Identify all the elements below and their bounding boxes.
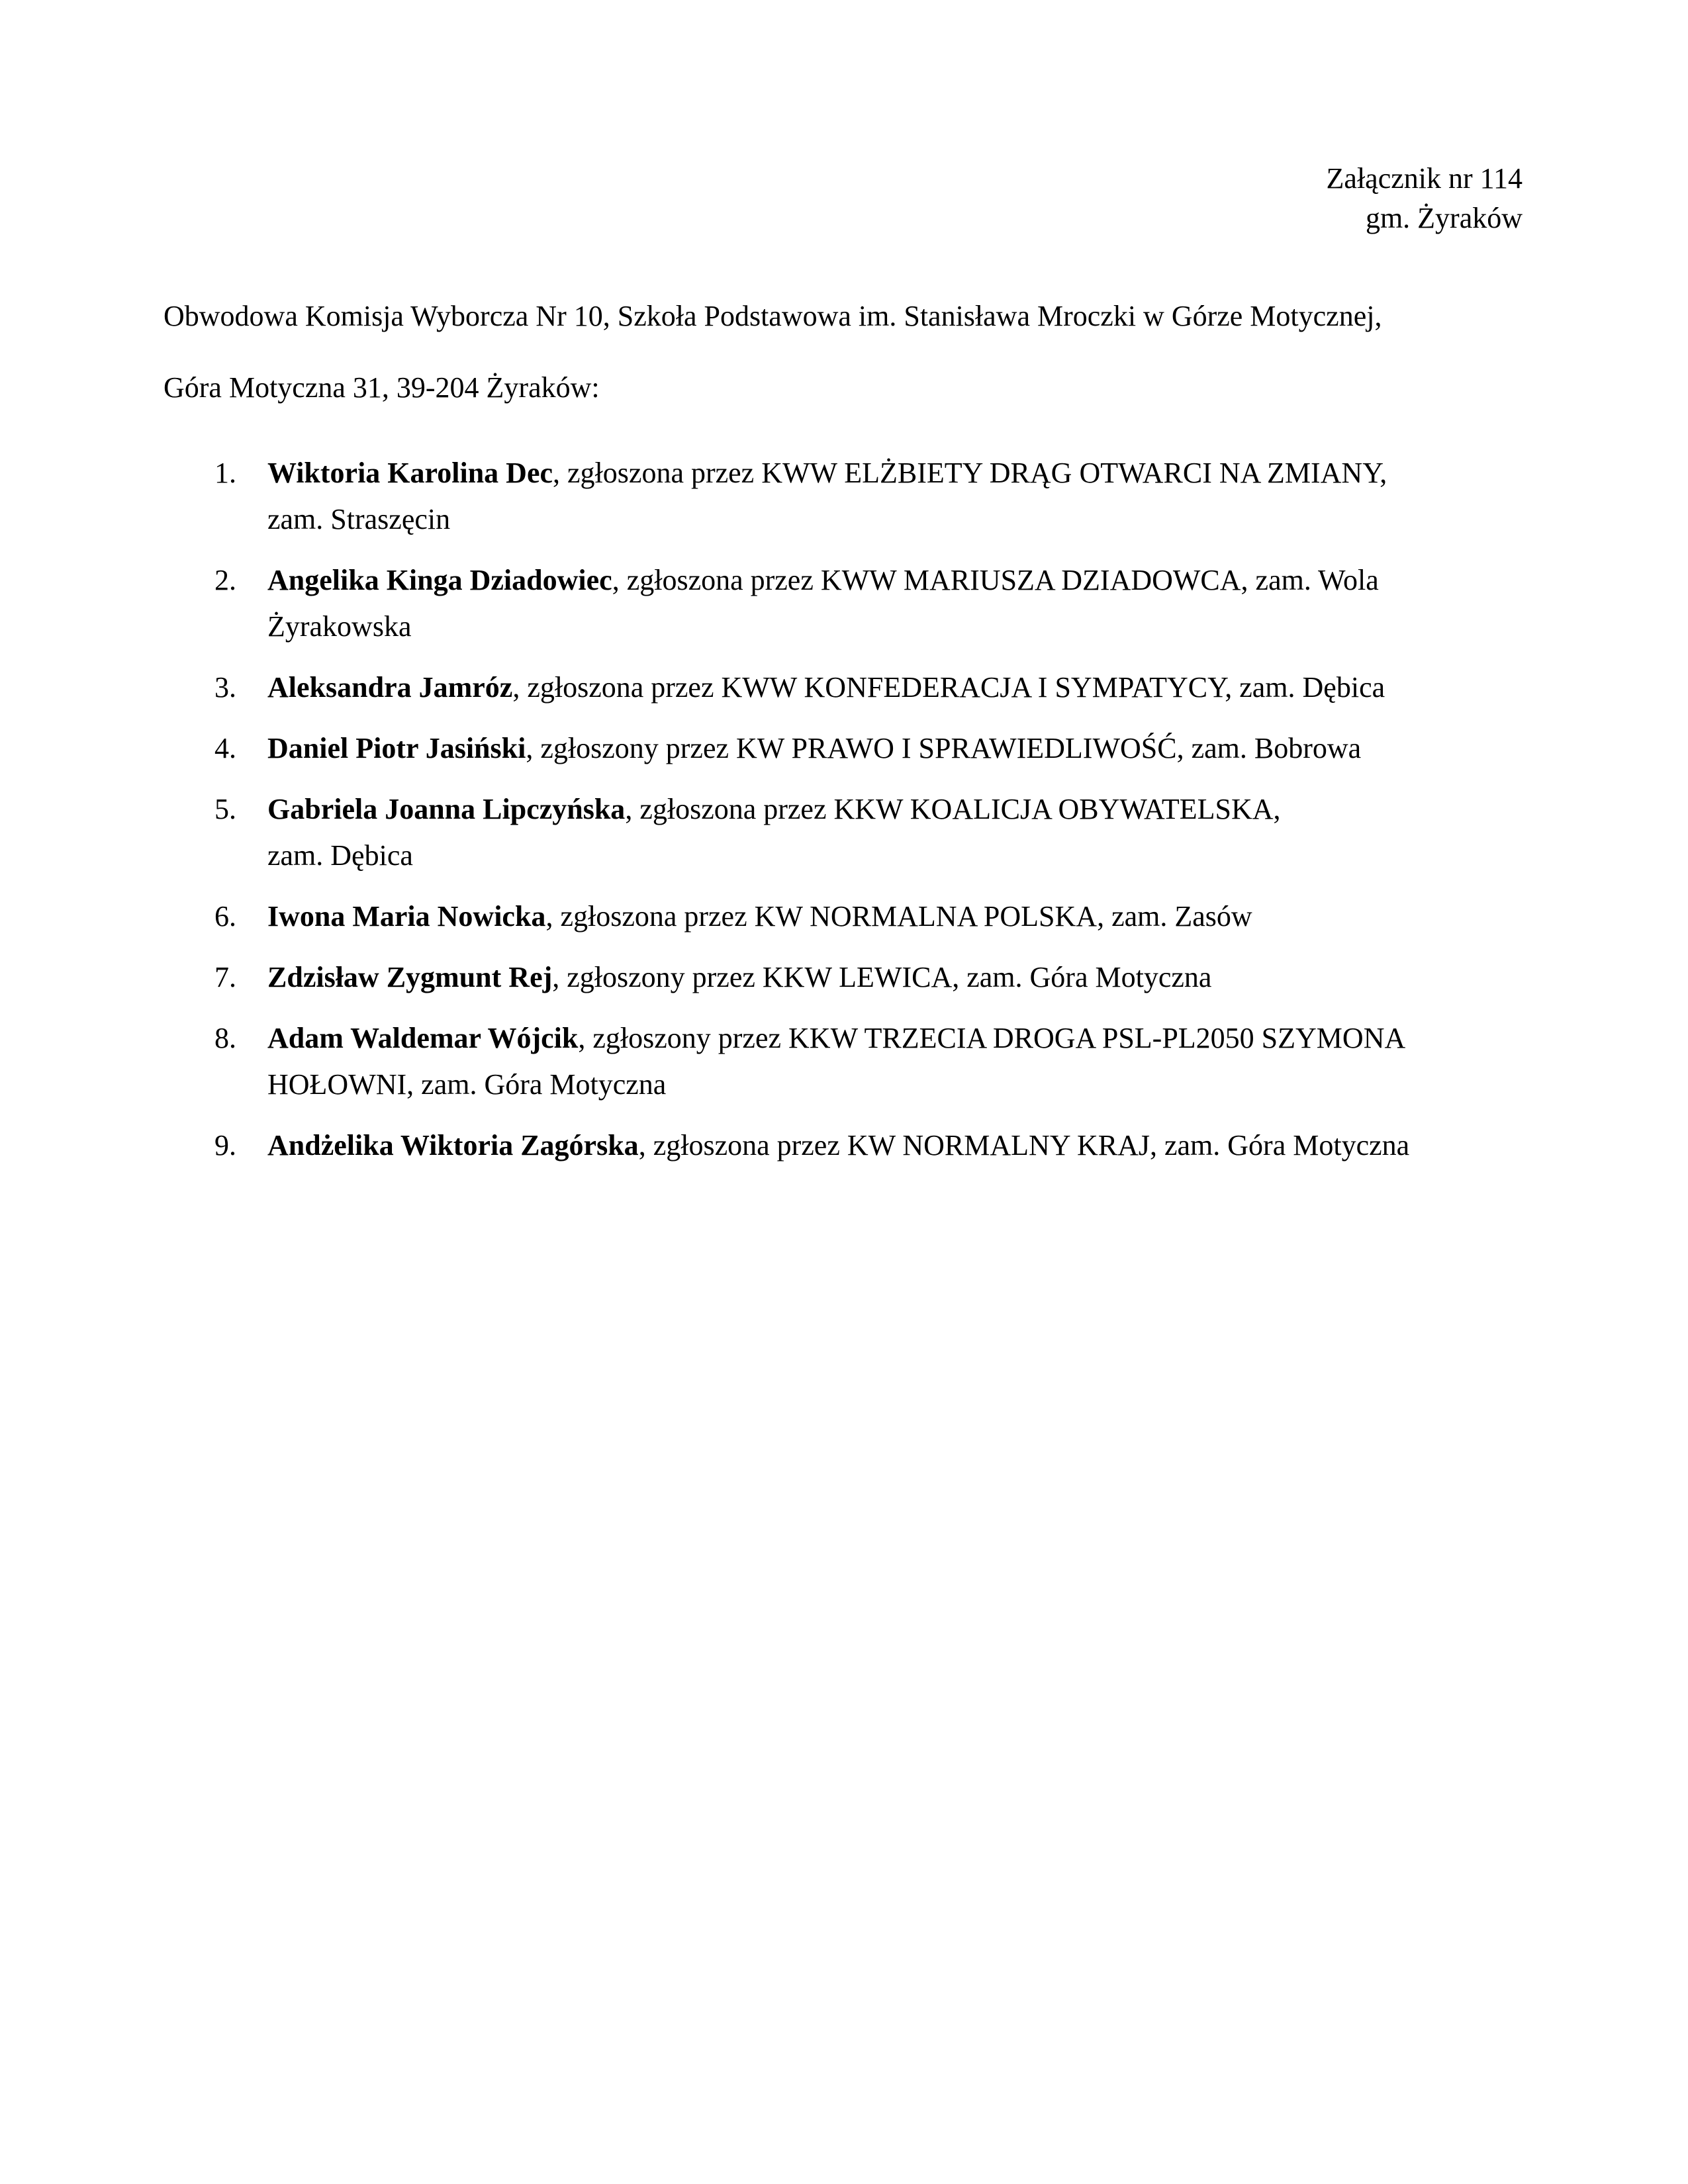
member-item [164,786,1527,879]
member-name: Wiktoria Karolina Dec [267,457,553,489]
commission-line-2: Góra Motyczna 31, 39-204 Żyraków: [164,371,600,404]
member-name: Andżelika Wiktoria Zagórska [267,1129,639,1161]
member-item [164,893,1527,940]
member-number: 6. [214,900,236,933]
member-details-continued: HOŁOWNI, zam. Góra Motyczna [267,1068,667,1101]
member-details: , zgłoszony przez KKW TRZECIA DROGA PSL-PL2050 SZYMONA [578,1022,1406,1054]
member-item [164,1122,1527,1169]
member-item [164,557,1527,650]
member-item [164,954,1527,1001]
municipality-name: gm. Żyraków [1365,202,1523,234]
member-details: , zgłoszona przez KWW MARIUSZA DZIADOWCA, zam. Wola [612,564,1379,596]
member-number: 8. [214,1022,236,1054]
member-number: 5. [214,793,236,825]
member-number: 1. [214,457,236,489]
member-details-continued: zam. Dębica [267,839,413,872]
member-details: , zgłoszona przez KKW KOALICJA OBYWATELSKA, [625,793,1281,825]
member-details-continued: zam. Straszęcin [267,503,451,535]
member-name: Adam Waldemar Wójcik [267,1022,579,1054]
member-name: Angelika Kinga Dziadowiec [267,564,612,596]
attachment-header [1327,159,1523,238]
member-name: Gabriela Joanna Lipczyńska [267,793,626,825]
member-number: 7. [214,961,236,993]
member-name: Zdzisław Zygmunt Rej [267,961,553,993]
member-number: 9. [214,1129,236,1161]
member-item [164,1015,1527,1108]
member-number: 2. [214,564,236,596]
member-details: , zgłoszona przez KW NORMALNY KRAJ, zam. Góra Motyczna [638,1129,1410,1161]
member-item [164,450,1527,543]
member-details: , zgłoszony przez KKW LEWICA, zam. Góra Motyczna [552,961,1212,993]
commission-description [164,281,1527,424]
attachment-number: Załącznik nr 114 [1326,162,1523,195]
member-details: , zgłoszony przez KW PRAWO I SPRAWIEDLIWOŚĆ, zam. Bobrowa [526,732,1362,764]
member-item [164,664,1527,711]
member-details: , zgłoszona przez KWW ELŻBIETY DRĄG OTWARCI NA ZMIANY, [553,457,1387,489]
member-details: , zgłoszona przez KWW KONFEDERACJA I SYMPATYCY, zam. Dębica [512,671,1385,704]
member-details-continued: Żyrakowska [267,610,412,643]
member-item [164,725,1527,772]
member-name: Daniel Piotr Jasiński [267,732,526,764]
member-name: Aleksandra Jamróz [267,671,513,704]
member-name: Iwona Maria Nowicka [267,900,546,933]
members-list [164,450,1527,1183]
commission-line-1: Obwodowa Komisja Wyborcza Nr 10, Szkoła Podstawowa im. Stanisława Mroczki w Górze Motycznej, [164,300,1382,332]
member-number: 4. [214,732,236,764]
member-details: , zgłoszona przez KW NORMALNA POLSKA, zam. Zasów [545,900,1252,933]
member-number: 3. [214,671,236,704]
